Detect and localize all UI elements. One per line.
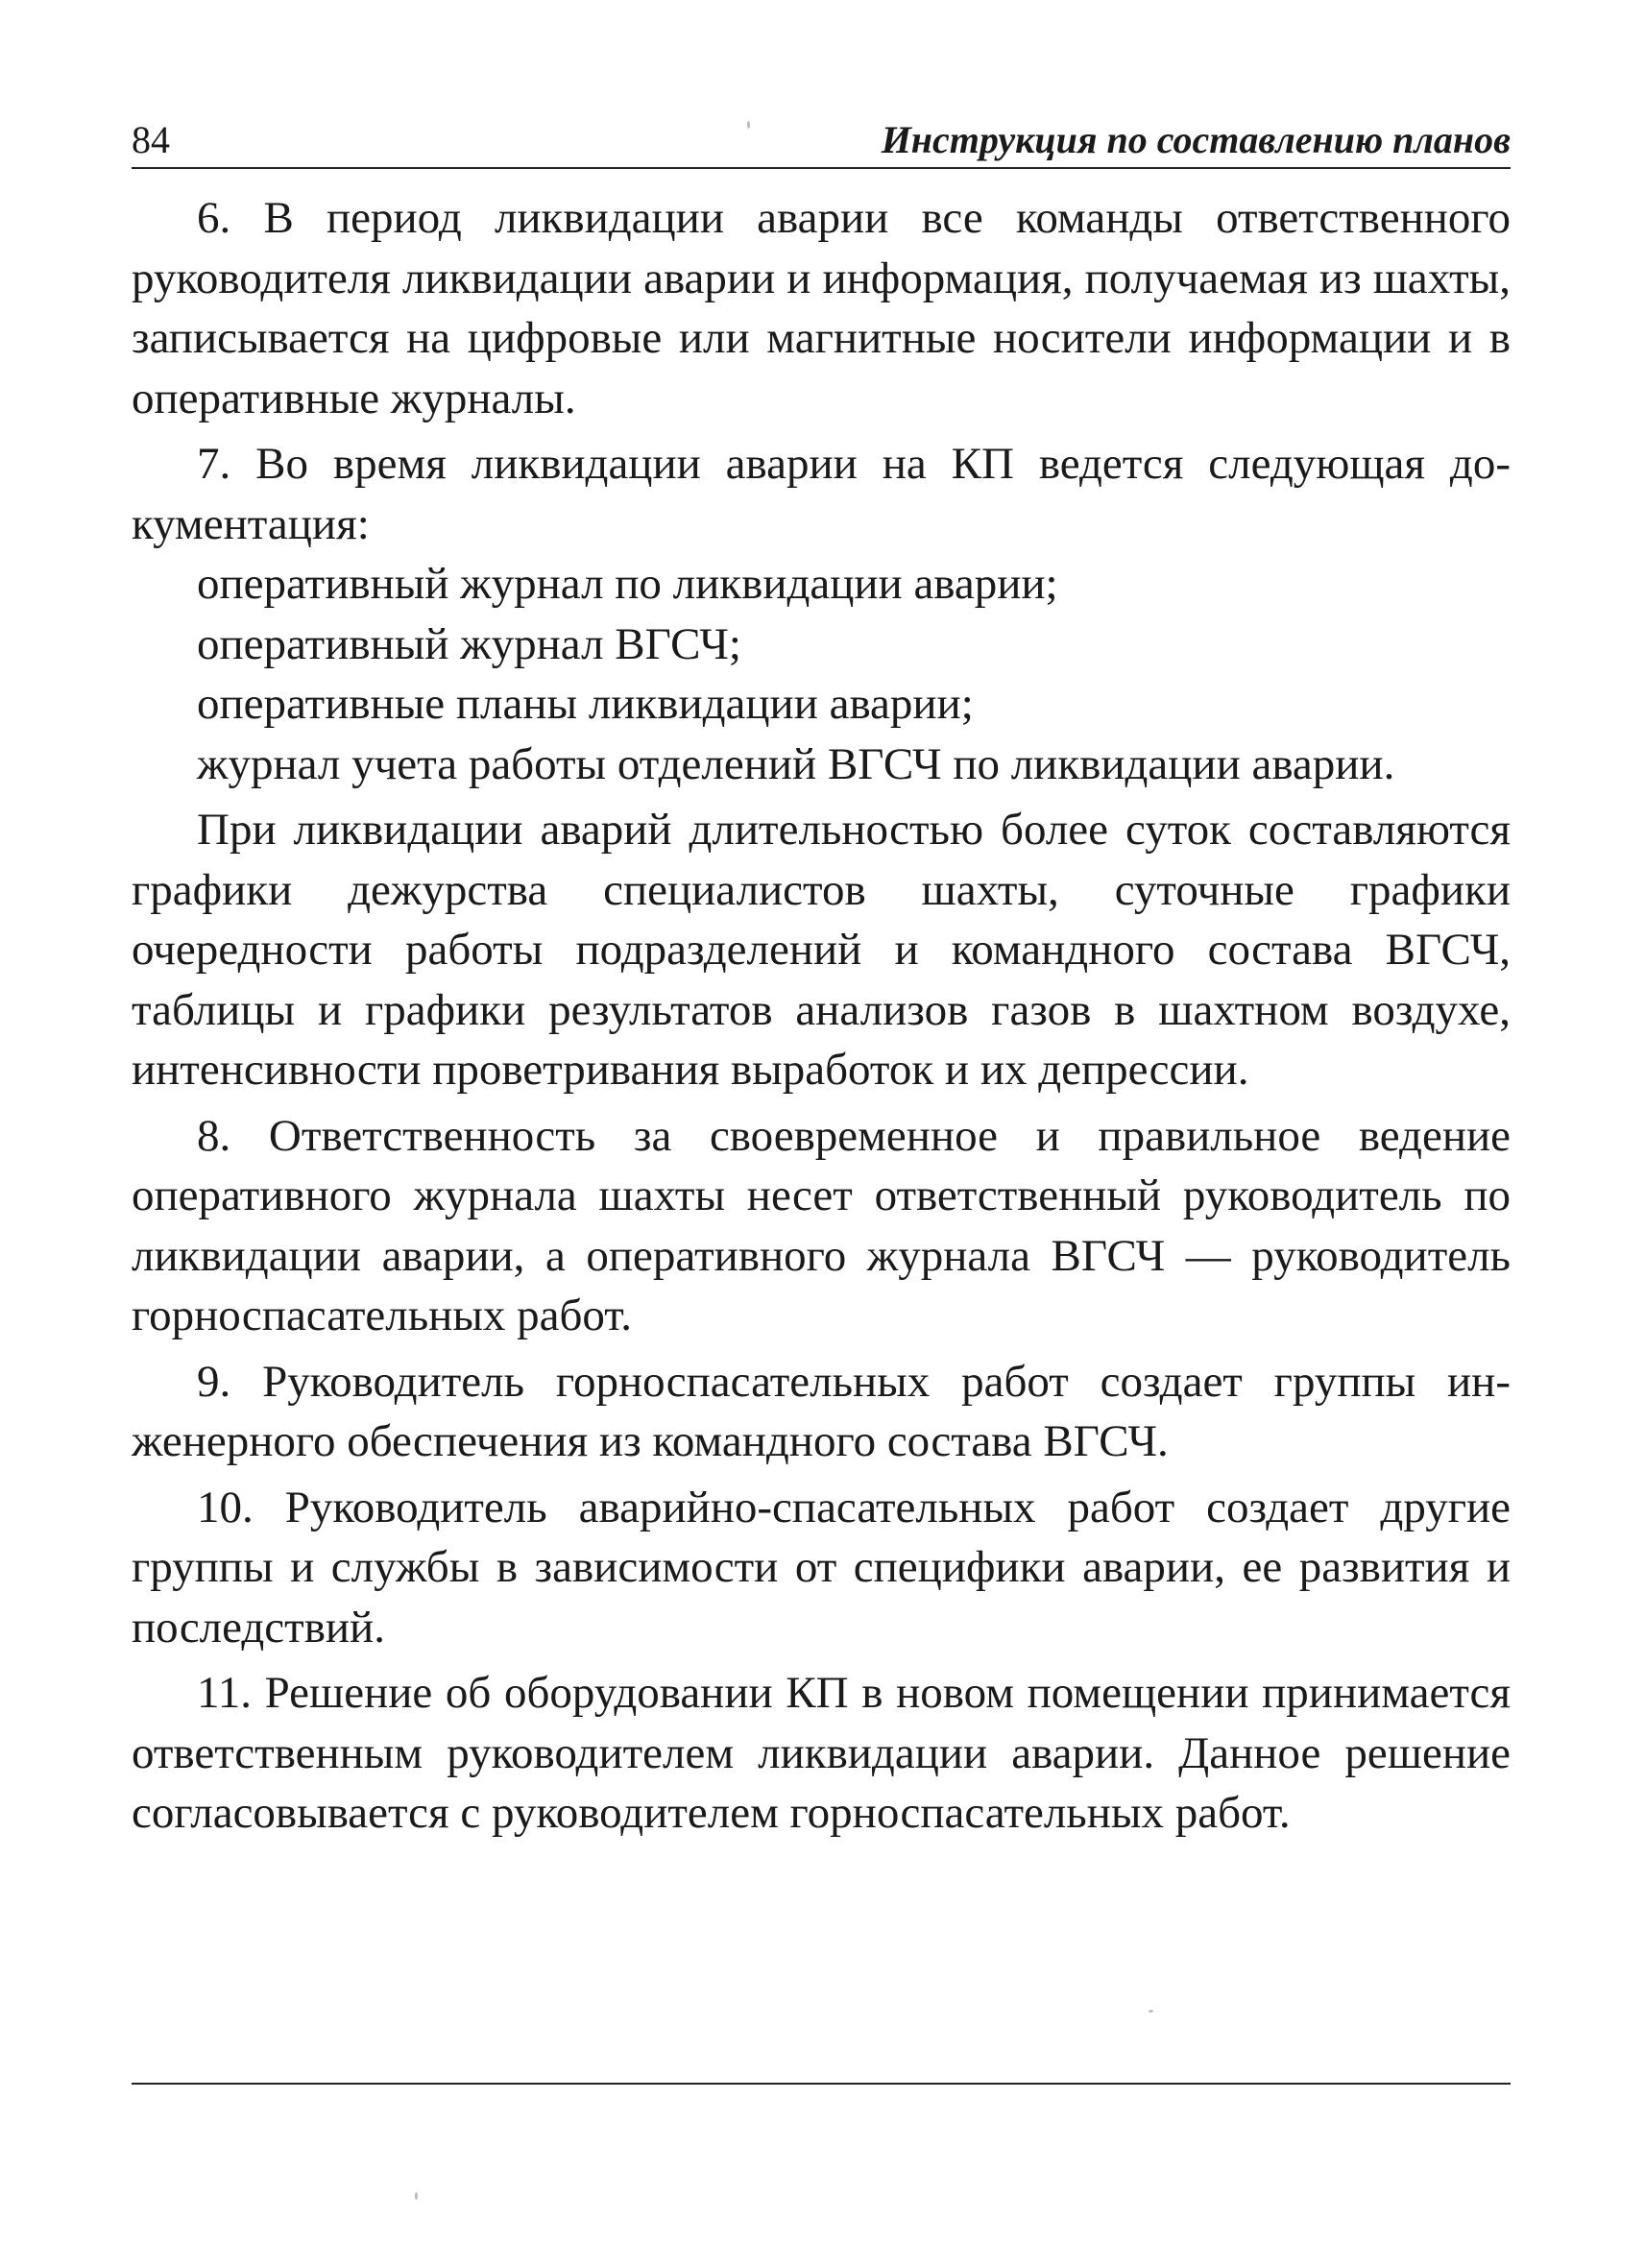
running-title: Инструкция по составлению планов xyxy=(881,118,1511,161)
scan-speck xyxy=(747,121,750,129)
text-body xyxy=(132,188,1511,1844)
documentation-list-item: оперативный журнал ВГСЧ; xyxy=(197,618,741,669)
paragraph-8: 8. Ответственность за своевременное и правильное ведение оперативного журнала шахты несет ответственный руководитель по ликвидации аварии, а оперативного журнала ВГСЧ — руководитель горноспасательных работ. xyxy=(132,1110,1511,1340)
footer-rule xyxy=(132,2083,1511,2085)
documentation-list-item: журнал учета работы отделений ВГСЧ по ликвидации аварии. xyxy=(197,738,1395,789)
documentation-list-item: оперативные планы ликвидации аварии; xyxy=(197,679,974,729)
scan-speck xyxy=(1149,2010,1153,2013)
scan-speck xyxy=(415,2192,418,2200)
paragraph-9: 9. Руководитель горноспасательных работ создает группы инженерного обеспечения из командного состава ВГСЧ. xyxy=(132,1356,1511,1466)
paragraph-7-note: При ликвидации аварий длительностью более суток составляются графики дежурства специалистов шахты, суточные графики очередности работы подразделений и командного состава ВГСЧ, таблицы и графики результатов анализов газов в шахтном воздухе, интенсивности проветривания выработок и их депрессии. xyxy=(132,805,1511,1095)
paragraph-7-intro: 7. Во время ликвидации аварии на КП ведется следующая документация: xyxy=(132,439,1511,549)
page-number: 84 xyxy=(132,118,170,161)
documentation-list-item: оперативный журнал по ликвидации аварии; xyxy=(197,559,1058,609)
running-header xyxy=(132,113,1511,169)
paragraph-6: 6. В период ликвидации аварии все команды ответственного руководителя ликвидации аварии и информация, получаемая из шахты, записывается на цифровые или магнитные носители информации и в оперативные журналы. xyxy=(132,193,1511,423)
paragraph-10: 10. Руководитель аварийно-спасательных работ создает другие группы и службы в зависимости от специфики аварии, ее развития и последствий. xyxy=(132,1482,1511,1653)
paragraph-11: 11. Решение об оборудовании КП в новом помещении принимается ответственным руководителем ликвидации аварии. Данное решение согласовывается с руководителем горноспасательных работ. xyxy=(132,1668,1511,1838)
